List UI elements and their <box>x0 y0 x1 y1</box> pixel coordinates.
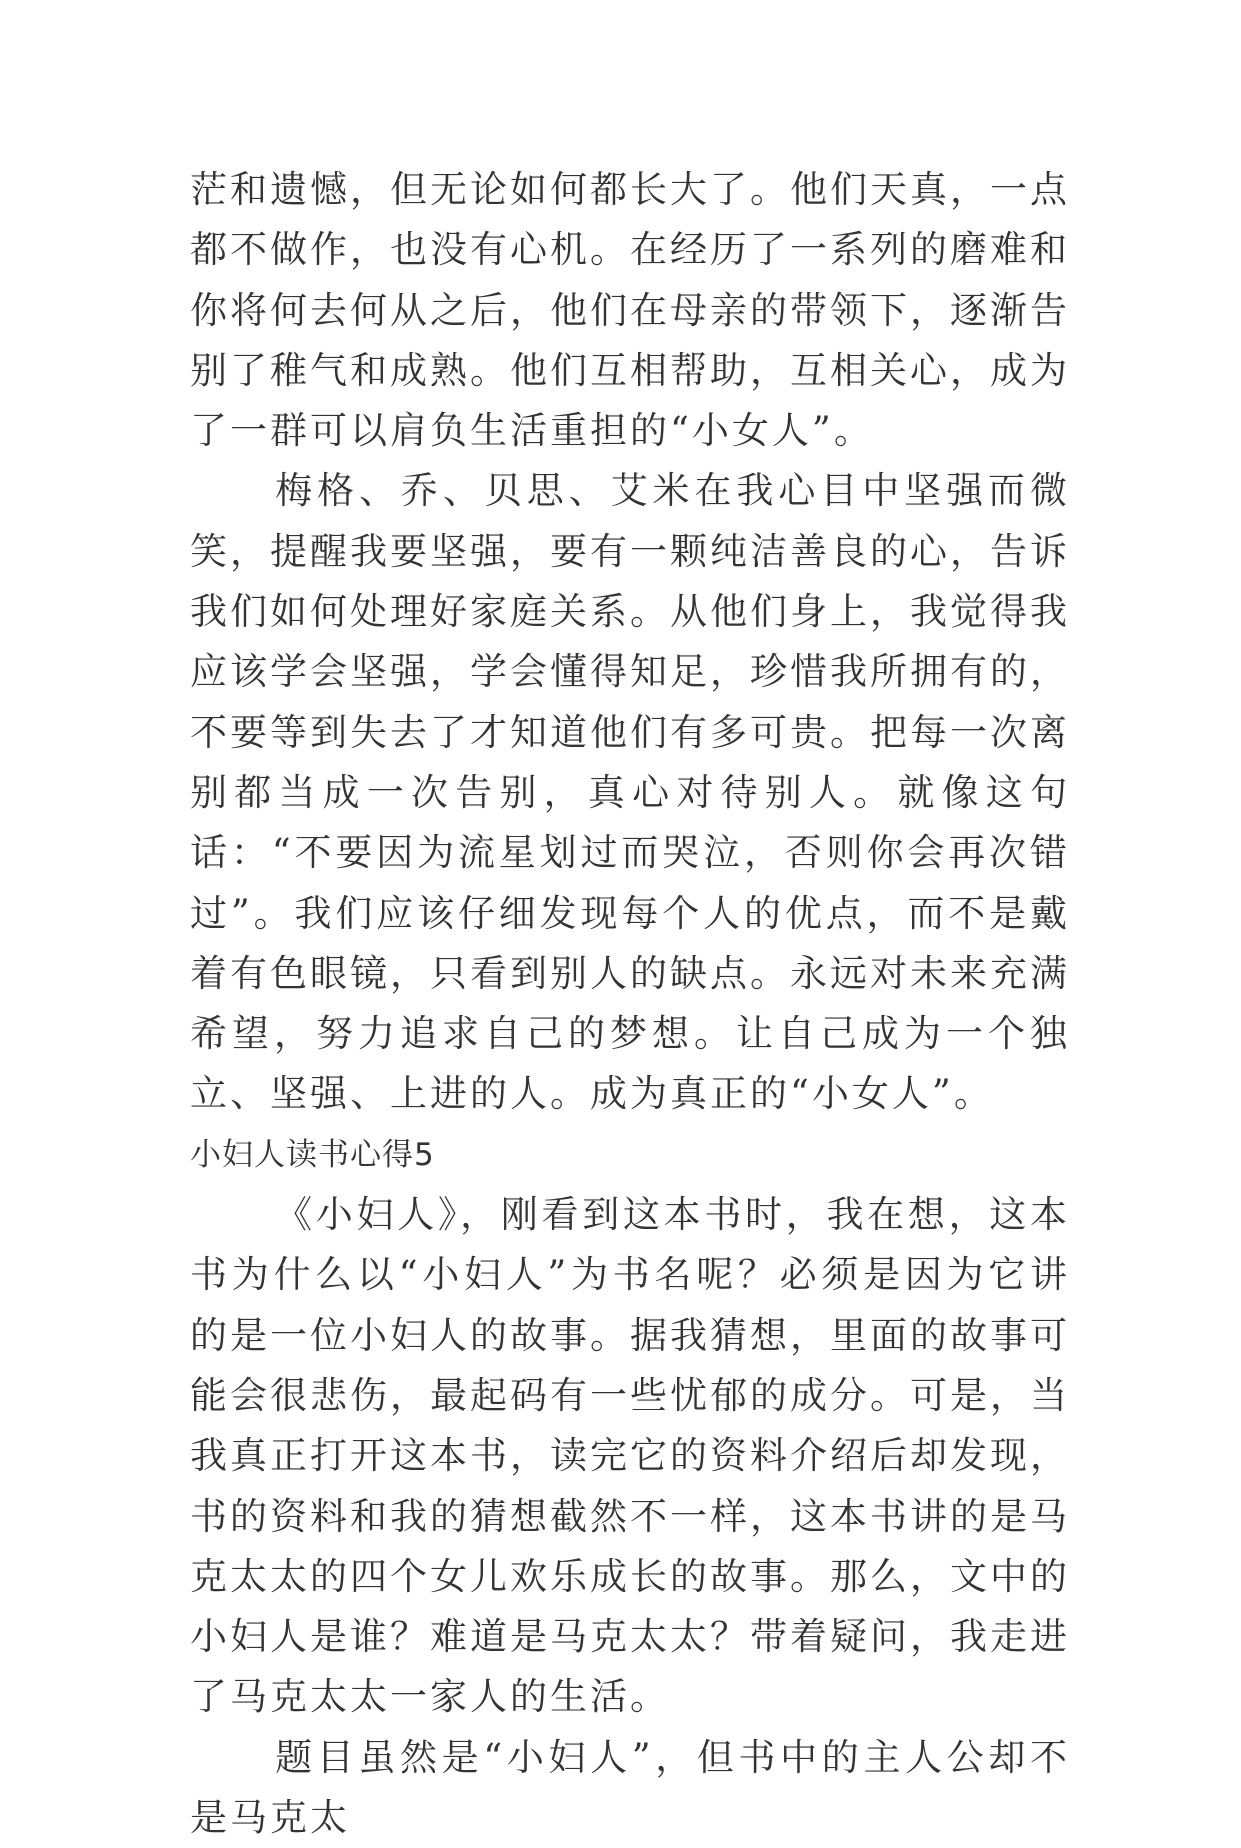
section-heading: 小妇人读书心得5 <box>190 1136 435 1173</box>
paragraph-book-intro: 《小妇人》，刚看到这本书时，我在想，这本书为什么以“小妇人”为书名呢？必须是因为它讲的是一位小妇人的故事。据我猜想，里面的故事可能会很悲伤，最起码有一些忧郁的成分。可是，当我真正打开这本书，读完它的资料介绍后却发现，书的资料和我的猜想截然不一样，这本书讲的是马克太太的四个女儿欢乐成长的故事。那么，文中的小妇人是谁？难道是马克太太？带着疑问，我走进了马克太太一家人的生活。 <box>190 1193 1070 1719</box>
paragraph-characters: 梅格、乔、贝思、艾米在我心目中坚强而微笑，提醒我要坚强，要有一颗纯洁善良的心，告诉我们如何处理好家庭关系。从他们身上，我觉得我应该学会坚强，学会懂得知足，珍惜我所拥有的，不要等到失去了才知道他们有多可贵。把每一次离别都当成一次告别，真心对待别人。就像这句话：“不要因为流星划过而哭泣，否则你会再次错过”。我们应该仔细发现每个人的优点，而不是戴着有色眼镜，只看到别人的缺点。永远对未来充满希望，努力追求自己的梦想。让自己成为一个独立、坚强、上进的人。成为真正的“小女人”。 <box>190 469 1070 1116</box>
paragraph-continuation: 茫和遗憾，但无论如何都长大了。他们天真，一点都不做作，也没有心机。在经历了一系列的磨难和你将何去何从之后，他们在母亲的带领下，逐渐告别了稚气和成熟。他们互相帮助，互相关心，成为了一群可以肩负生活重担的“小女人”。 <box>190 168 1070 453</box>
document-body <box>190 160 1070 1848</box>
paragraph-title-note: 题目虽然是“小妇人”，但书中的主人公却不是马克太 <box>190 1735 1070 1840</box>
